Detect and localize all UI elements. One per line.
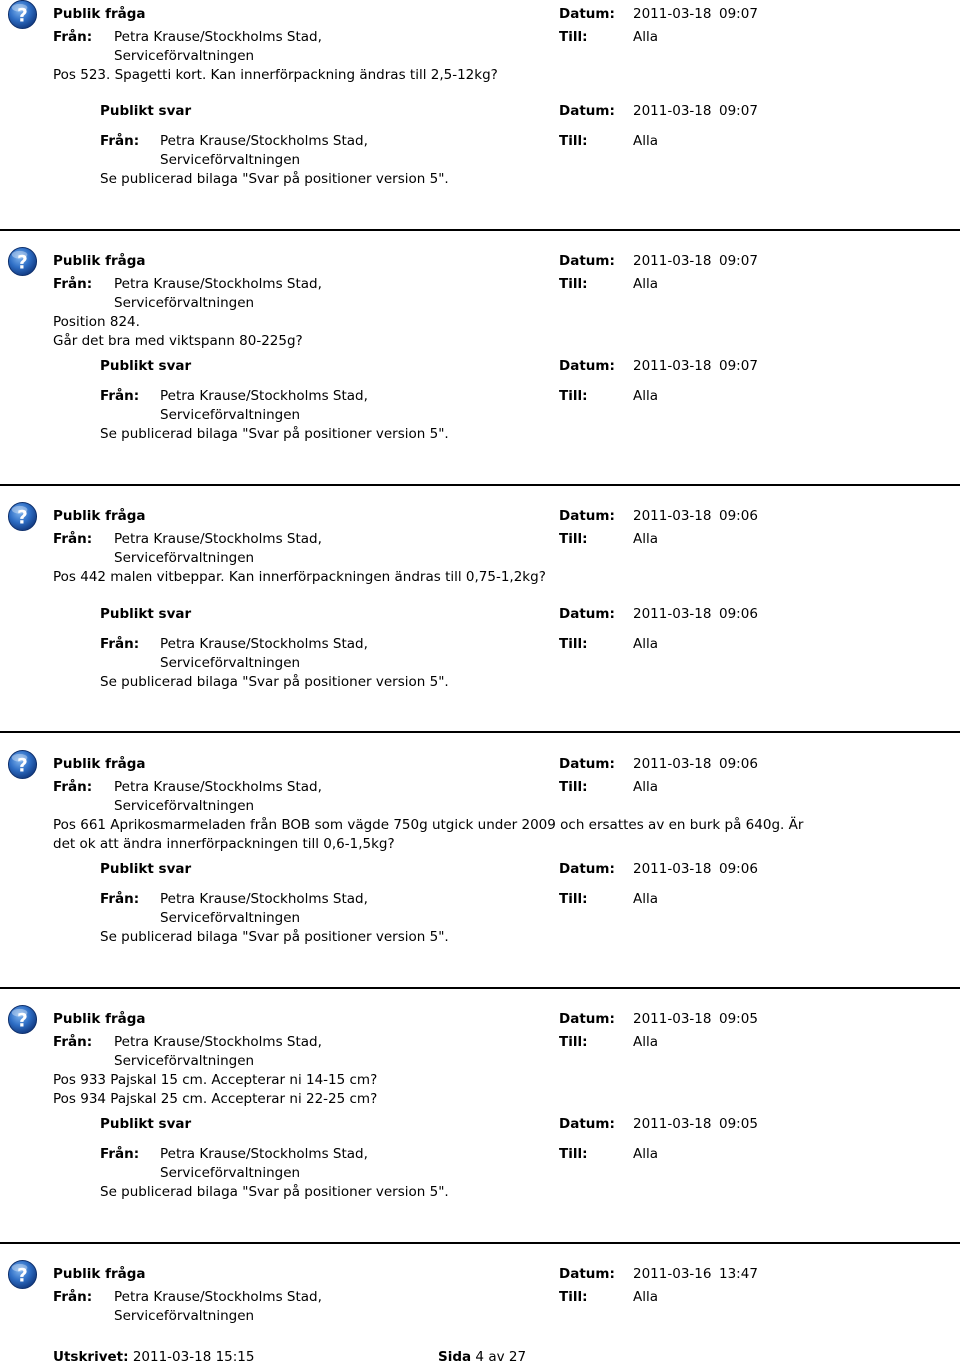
answer-time: 09:06	[719, 606, 758, 622]
answer-date-label: Datum:	[559, 861, 615, 877]
question-text: Pos 523. Spagetti kort. Kan innerförpackning ändras till 2,5-12kg?	[53, 67, 498, 83]
question-time: 09:06	[719, 756, 758, 772]
entry-divider	[0, 731, 960, 733]
question-time: 13:47	[719, 1266, 758, 1282]
question-from-dept: Serviceförvaltningen	[114, 48, 255, 64]
question-to: Alla	[633, 531, 659, 547]
page-indicator	[438, 1348, 526, 1366]
answer-from-label: Från:	[100, 891, 140, 907]
entry-divider	[0, 1242, 960, 1244]
answer-date: 2011-03-18	[633, 861, 712, 877]
question-from-label: Från:	[53, 1034, 93, 1050]
question-text: Pos 933 Pajskal 15 cm. Accepterar ni 14-15 cm?	[53, 1072, 378, 1088]
question-to: Alla	[633, 29, 659, 45]
answer-to-label: Till:	[559, 636, 588, 652]
answer-date-label: Datum:	[559, 606, 615, 622]
svg-text:?: ?	[17, 5, 28, 27]
answer-to: Alla	[633, 133, 659, 149]
question-from-dept: Serviceförvaltningen	[114, 295, 255, 311]
question-date-label: Datum:	[559, 756, 615, 772]
question-from-dept: Serviceförvaltningen	[114, 1308, 255, 1324]
question-from-label: Från:	[53, 1289, 93, 1305]
answer-to: Alla	[633, 388, 659, 404]
answer-from-dept: Serviceförvaltningen	[160, 1165, 301, 1181]
question-time: 09:06	[719, 508, 758, 524]
answer-from-dept: Serviceförvaltningen	[160, 152, 301, 168]
answer-date: 2011-03-18	[633, 358, 712, 374]
question-from-label: Från:	[53, 276, 93, 292]
answer-to-label: Till:	[559, 1146, 588, 1162]
question-icon	[7, 749, 38, 780]
question-date-label: Datum:	[559, 1011, 615, 1027]
question-to-label: Till:	[559, 276, 588, 292]
question-to: Alla	[633, 1034, 659, 1050]
answer-time: 09:07	[719, 103, 758, 119]
answer-from-name: Petra Krause/Stockholms Stad,	[160, 133, 368, 149]
question-date-label: Datum:	[559, 253, 615, 269]
page-label: Sida	[438, 1349, 472, 1365]
answer-heading: Publikt svar	[100, 358, 192, 374]
question-from-name: Petra Krause/Stockholms Stad,	[114, 29, 322, 45]
svg-text:?: ?	[17, 507, 28, 529]
answer-to-label: Till:	[559, 133, 588, 149]
question-to-label: Till:	[559, 29, 588, 45]
answer-from-dept: Serviceförvaltningen	[160, 407, 301, 423]
question-to-label: Till:	[559, 1289, 588, 1305]
answer-date-label: Datum:	[559, 103, 615, 119]
svg-text:?: ?	[17, 1010, 28, 1032]
svg-text:?: ?	[17, 755, 28, 777]
answer-text: Se publicerad bilaga "Svar på positioner version 5".	[100, 674, 449, 690]
question-from-name: Petra Krause/Stockholms Stad,	[114, 779, 322, 795]
question-from-name: Petra Krause/Stockholms Stad,	[114, 276, 322, 292]
answer-date: 2011-03-18	[633, 103, 712, 119]
page-of-label: av	[488, 1349, 505, 1365]
question-text: det ok att ändra innerförpackningen till 0,6-1,5kg?	[53, 836, 395, 852]
entry-divider	[0, 484, 960, 486]
answer-to: Alla	[633, 1146, 659, 1162]
question-text: Position 824.	[53, 314, 140, 330]
answer-to: Alla	[633, 891, 659, 907]
question-to-label: Till:	[559, 531, 588, 547]
question-time: 09:05	[719, 1011, 758, 1027]
answer-date: 2011-03-18	[633, 606, 712, 622]
answer-text: Se publicerad bilaga "Svar på positioner version 5".	[100, 426, 449, 442]
question-heading: Publik fråga	[53, 253, 146, 269]
answer-text: Se publicerad bilaga "Svar på positioner version 5".	[100, 171, 449, 187]
question-heading: Publik fråga	[53, 1266, 146, 1282]
answer-date-label: Datum:	[559, 358, 615, 374]
answer-from-dept: Serviceförvaltningen	[160, 910, 301, 926]
answer-time: 09:07	[719, 358, 758, 374]
question-from-name: Petra Krause/Stockholms Stad,	[114, 1289, 322, 1305]
question-from-label: Från:	[53, 531, 93, 547]
question-heading: Publik fråga	[53, 756, 146, 772]
entry-divider	[0, 229, 960, 231]
answer-from-dept: Serviceförvaltningen	[160, 655, 301, 671]
question-icon	[7, 0, 38, 30]
question-icon	[7, 1004, 38, 1035]
question-date-label: Datum:	[559, 1266, 615, 1282]
question-to: Alla	[633, 276, 659, 292]
question-date: 2011-03-16	[633, 1266, 712, 1282]
question-text: Går det bra med viktspann 80-225g?	[53, 333, 303, 349]
answer-heading: Publikt svar	[100, 861, 192, 877]
printed-timestamp	[53, 1348, 254, 1366]
question-time: 09:07	[719, 253, 758, 269]
question-from-dept: Serviceförvaltningen	[114, 1053, 255, 1069]
answer-date: 2011-03-18	[633, 1116, 712, 1132]
question-to: Alla	[633, 1289, 659, 1305]
svg-text:?: ?	[17, 1265, 28, 1287]
question-date: 2011-03-18	[633, 6, 712, 22]
answer-to-label: Till:	[559, 891, 588, 907]
question-text: Pos 661 Aprikosmarmeladen från BOB som vägde 750g utgick under 2009 och ersattes av en burk på 640g. Är	[53, 817, 804, 833]
answer-from-name: Petra Krause/Stockholms Stad,	[160, 388, 368, 404]
question-from-dept: Serviceförvaltningen	[114, 798, 255, 814]
question-text: Pos 934 Pajskal 25 cm. Accepterar ni 22-25 cm?	[53, 1091, 378, 1107]
question-date: 2011-03-18	[633, 756, 712, 772]
answer-text: Se publicerad bilaga "Svar på positioner version 5".	[100, 929, 449, 945]
page-total: 27	[508, 1349, 527, 1365]
question-icon	[7, 1259, 38, 1290]
question-date-label: Datum:	[559, 6, 615, 22]
question-to-label: Till:	[559, 1034, 588, 1050]
svg-text:?: ?	[17, 252, 28, 274]
answer-heading: Publikt svar	[100, 606, 192, 622]
answer-from-name: Petra Krause/Stockholms Stad,	[160, 891, 368, 907]
answer-from-label: Från:	[100, 636, 140, 652]
question-heading: Publik fråga	[53, 1011, 146, 1027]
answer-from-name: Petra Krause/Stockholms Stad,	[160, 636, 368, 652]
question-icon	[7, 501, 38, 532]
question-from-label: Från:	[53, 29, 93, 45]
answer-from-label: Från:	[100, 388, 140, 404]
answer-to: Alla	[633, 636, 659, 652]
question-from-name: Petra Krause/Stockholms Stad,	[114, 531, 322, 547]
question-heading: Publik fråga	[53, 6, 146, 22]
question-date-label: Datum:	[559, 508, 615, 524]
printed-label: Utskrivet:	[53, 1349, 129, 1365]
question-to-label: Till:	[559, 779, 588, 795]
question-icon	[7, 246, 38, 277]
answer-heading: Publikt svar	[100, 1116, 192, 1132]
answer-text: Se publicerad bilaga "Svar på positioner version 5".	[100, 1184, 449, 1200]
answer-time: 09:05	[719, 1116, 758, 1132]
answer-heading: Publikt svar	[100, 103, 192, 119]
question-date: 2011-03-18	[633, 253, 712, 269]
answer-from-label: Från:	[100, 133, 140, 149]
question-date: 2011-03-18	[633, 508, 712, 524]
question-heading: Publik fråga	[53, 508, 146, 524]
question-date: 2011-03-18	[633, 1011, 712, 1027]
question-to: Alla	[633, 779, 659, 795]
answer-from-name: Petra Krause/Stockholms Stad,	[160, 1146, 368, 1162]
question-from-label: Från:	[53, 779, 93, 795]
answer-date-label: Datum:	[559, 1116, 615, 1132]
question-from-dept: Serviceförvaltningen	[114, 550, 255, 566]
question-time: 09:07	[719, 6, 758, 22]
answer-to-label: Till:	[559, 388, 588, 404]
page-number: 4	[475, 1349, 485, 1365]
printed-value: 2011-03-18 15:15	[132, 1349, 255, 1365]
question-text: Pos 442 malen vitbeppar. Kan innerförpackningen ändras till 0,75-1,2kg?	[53, 569, 546, 585]
answer-from-label: Från:	[100, 1146, 140, 1162]
question-from-name: Petra Krause/Stockholms Stad,	[114, 1034, 322, 1050]
answer-time: 09:06	[719, 861, 758, 877]
entry-divider	[0, 987, 960, 989]
